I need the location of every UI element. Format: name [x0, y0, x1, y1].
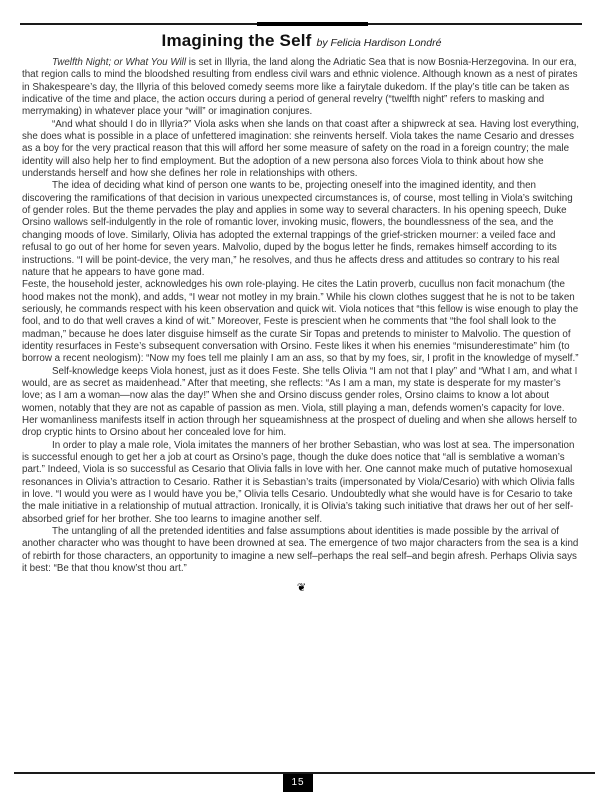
top-rule-thick-segment: [257, 22, 368, 27]
paragraph: [22, 119, 581, 181]
fleuron-ornament-icon: ❦: [296, 582, 307, 595]
paragraph-text: “And what should I do in Illyria?” Viola asks when she lands on that coast after a shipwreck at sea. Having lost everything, she does what is possible in a place of unfettered imagination: she reinvents herself. Viola takes the name Cesario and dresses as a boy for the very practical reason that this will afford her some measure of safety on the road in a foreign country; the male identity will also help her to find employment. But the adoption of a new persona also forces Viola to think about how she understands herself and how she defines her role in relationships with others.: [22, 118, 579, 180]
paragraph: [22, 57, 581, 119]
article-title: Imagining the Self: [161, 31, 312, 50]
paragraph: [22, 180, 581, 279]
paragraph: [22, 279, 581, 365]
article-byline: by Felicia Hardison Londré: [316, 37, 442, 49]
top-rule: [20, 23, 582, 25]
italic-play-title: Twelfth Night; or What You Will: [52, 57, 187, 68]
paragraph-text: Self-knowledge keeps Viola honest, just as it does Feste. She tells Olivia “I am not that I play” and “What I am, and what I would, are as secret as maidenhead.” After that meeting, she reflects: “As I am a man, my state is desperate for my master’s love; as I am a woman—now alas the day!” When she and Orsino discuss gender roles, Orsino claims to know a lot about women, notably that they are not as capable of passion as men. Viola, still playing a man, defends women’s capacity for love. Her womanliness manifests itself in action through her squeamishness at the prospect of dueling and when she allows herself to drop cryptic hints to Orsino about her concealed love for him.: [22, 365, 578, 439]
paragraph-text: The idea of deciding what kind of person one wants to be, projecting oneself into the imagined identity, and then discovering the ramifications of that decision in various unexpected circumstances is, of course, most telling in Viola’s switching of gender roles. But the theme pervades the play and applies in some way to several characters. In his opening speech, Duke Orsino wallows self-indulgently in the role of romantic lover, invoking music, flowers, the boundlessness of the sea, and the changing moods of love. Similarly, Olivia has adopted the external trappings of the grief-stricken mourner: a veiled face and refusal to go out of her home for seven years. Malvolio, duped by the bogus letter he finds, remakes himself according to its instructions. “I will be point-device, the very man,” he resolves, and thus he affects dress and attitudes so contrary to his real nature that he appears to have gone mad.: [22, 180, 573, 278]
page-title: [0, 31, 603, 51]
paragraph-text: is set in Illyria, the land along the Adriatic Sea that is now Bosnia-Herzegovina. In our era, that region calls to mind the bloodshed resulting from endless civil wars and ethnic violence. Although known as a nest of pirates in Shakespeare’s day, the Illyria of this beloved comedy seems more like a fairytale dukedom. If the play’s title can be taken as indicative of the time and place, the action occurs during a period of general revelry (“twelfth night” refers to masking and merrymaking) in whatever place your “will” or imagination conjures.: [22, 57, 578, 118]
page-number-badge: 15: [283, 774, 313, 792]
paragraph-text: In order to play a male role, Viola imitates the manners of her brother Sebastian, who was lost at sea. The impersonation is successful enough to get her a job at court as Orsino’s page, though the duke does notice that “all is semblative a woman’s part.” Indeed, Viola is so successful as Cesario that Olivia falls in love with her. One cannot make much of putative homosexual resonances in Olivia’s attraction to Cesario. Rather it is Sebastian’s traits (impersonated by Viola/Cesario) with which Olivia falls in love. “I would you were as I would have you be,” Olivia tells Cesario. Undoubtedly what she would have is for Cesario to take the male initiative in a relationship of mutual attraction. Ironically, it is Olivia’s taking such initiative that draws her out of her self-absorbed grief for her brother. She too learns to imagine another self.: [22, 439, 575, 525]
article-body: [22, 57, 581, 595]
paragraph: [22, 440, 581, 526]
paragraph: [22, 366, 581, 440]
paragraph-text: Feste, the household jester, acknowledges his own role-playing. He cites the Latin proverb, cucullus non facit monachum (the hood makes not the monk), and adds, “I wear not motley in my brain.” While his clown clothes suggest that he is not to be taken seriously, he commands respect with his keen observation and quick wit. Viola notices that “this fellow is wise enough to play the fool, and to do that well craves a kind of wit.” Moreover, Feste is prescient when he comments that “the fool shall look to the madman,” because he does later disguise himself as the curate Sir Topas and pretends to minister to Malvolio. The question of identity resurfaces in Feste’s subsequent conversation with Orsino. Feste likes it when his enemies “misunderestimate” him (to borrow a recent neologism): “Now my foes tell me plainly I am an ass, so that by my foes, sir, I profit in the knowledge of myself.”: [22, 279, 579, 365]
paragraph-text: The untangling of all the pretended identities and false assumptions about identities is made possible by the arrival of another character who was thought to have been drowned at sea. The emergence of two major characters from the sea is a kind of rebirth for those characters, an opportunity to imagine a new self–perhaps the real self–and begin afresh. Perhaps Olivia says it best: “Be that thou know’st thou art.”: [22, 526, 579, 575]
paragraph: [22, 526, 581, 575]
